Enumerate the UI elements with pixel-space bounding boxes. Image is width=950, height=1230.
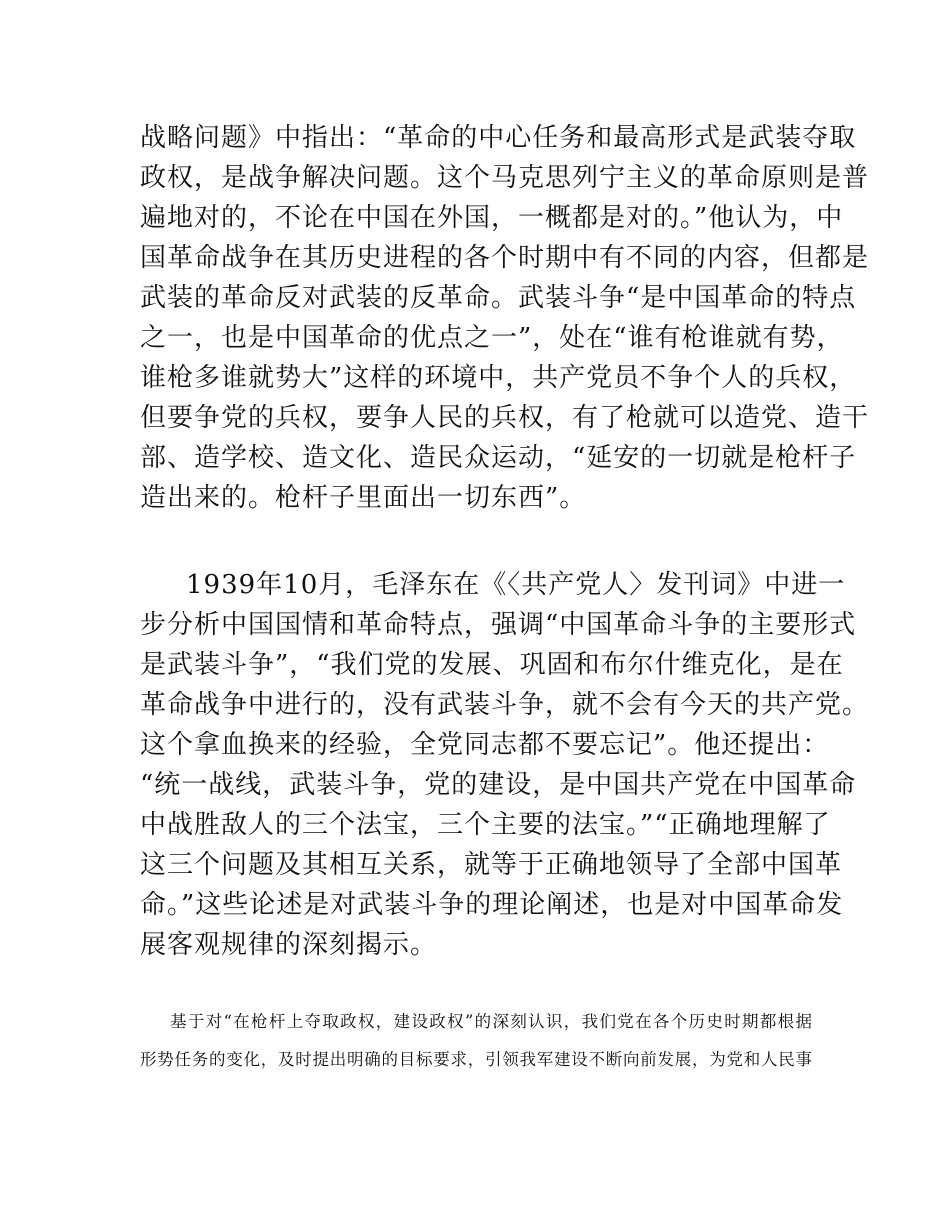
paragraph-1-line-4: 国革命战争在其历史进程的各个时期中有不同的内容，但都是: [140, 243, 870, 273]
paragraph-1-line-9: 部、造学校、造文化、造民众运动，“延安的一切就是枪杆子: [140, 443, 857, 473]
paragraph-2-line-5: 这个拿血换来的经验，全党同志都不要忘记”。他还提出：: [140, 730, 830, 760]
paragraph-1-line-10: 造出来的。枪杆子里面出一切东西”。: [140, 483, 587, 513]
paragraph-1: [140, 118, 870, 518]
paragraph-2-line-10: 展客观规律的深刻揭示。: [140, 930, 438, 960]
paragraph-2-line-3: 是武装斗争”，“我们党的发展、巩固和布尔什维克化，是在: [140, 650, 844, 680]
paragraph-2-line-4: 革命战争中进行的，没有武装斗争，就不会有今天的共产党。: [140, 690, 870, 720]
paragraph-1-line-6: 之一，也是中国革命的优点之一”，处在“谁有枪谁就有势，: [140, 323, 844, 353]
paragraph-1-line-2: 政权，是战争解决问题。这个马克思列宁主义的革命原则是普: [140, 163, 870, 193]
paragraph-2-line-6: “统一战线，武装斗争，党的建设，是中国共产党在中国革命: [140, 770, 857, 800]
paragraph-3: [140, 1003, 812, 1079]
paragraph-3-line-1: 基于对“在枪杆上夺取政权，建设政权”的深刻认识，我们党在各个历史时期都根据: [170, 1012, 812, 1031]
paragraph-1-line-1: 战略问题》中指出：“革命的中心任务和最高形式是武装夺取: [140, 123, 857, 153]
paragraph-2-line-8: 这三个问题及其相互关系，就等于正确地领导了全部中国革: [140, 850, 843, 880]
paragraph-2-line-7: 中战胜敌人的三个法宝，三个主要的法宝。”“正确地理解了: [140, 810, 831, 840]
paragraph-1-line-3: 遍地对的，不论在中国在外国，一概都是对的。”他认为，中: [140, 203, 844, 233]
paragraph-3-line-2: 形势任务的变化，及时提出明确的目标要求，引领我军建设不断向前发展，为党和人民事: [140, 1050, 812, 1069]
paragraph-1-line-7: 谁枪多谁就势大”这样的环境中，共产党员不争个人的兵权，: [140, 363, 857, 393]
paragraph-2-line-9: 命。”这些论述是对武装斗争的理论阐述，也是对中国革命发: [140, 890, 844, 920]
paragraph-2-line-1: 1939年10月，毛泽东在《〈共产党人〉发刊词》中进一: [186, 570, 846, 600]
paragraph-2: [140, 565, 870, 965]
paragraph-2-line-2: 步分析中国国情和革命特点，强调“中国革命斗争的主要形式: [140, 610, 857, 640]
paragraph-1-line-8: 但要争党的兵权，要争人民的兵权，有了枪就可以造党、造干: [140, 403, 870, 433]
paragraph-1-line-5: 武装的革命反对武装的反革命。武装斗争“是中国革命的特点: [140, 283, 857, 313]
